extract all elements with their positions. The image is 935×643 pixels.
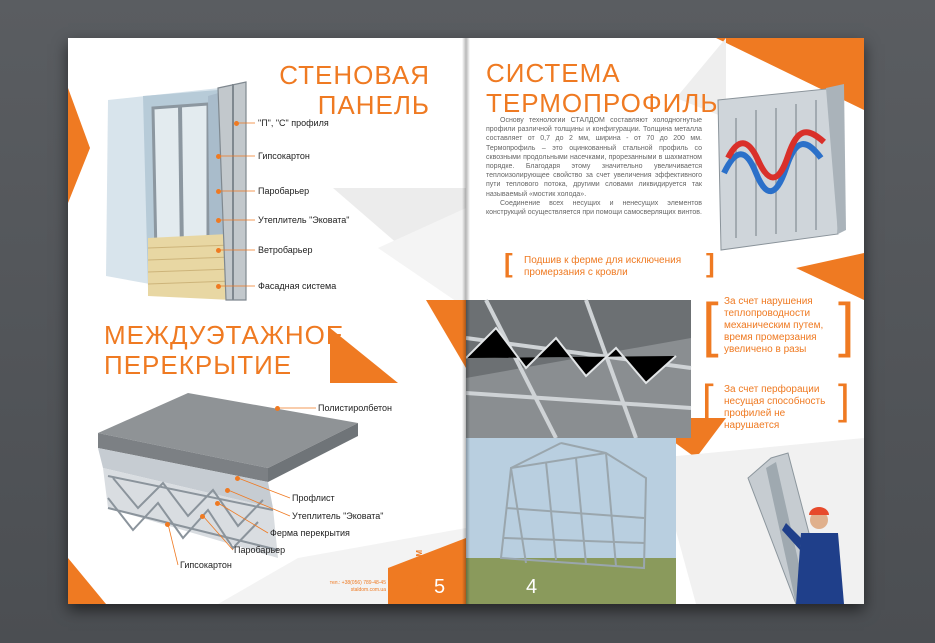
wall-label-facade: Фасадная система bbox=[258, 281, 337, 291]
thermo-profile-illustration bbox=[718, 84, 846, 250]
truss-photo bbox=[466, 300, 691, 438]
bracket-close-icon: ] bbox=[838, 291, 855, 358]
brochure-spread bbox=[68, 38, 864, 604]
contact-phone: тел.: +38(056) 789-48-45 bbox=[329, 580, 386, 586]
left-page bbox=[68, 38, 466, 604]
floor-label-vapor-barrier: Паробарьер bbox=[234, 545, 286, 555]
floor-label-polystyrene-concrete: Полистиролбетон bbox=[318, 403, 393, 413]
bracket-close-icon: ] bbox=[838, 376, 850, 423]
bracket-open-icon: [ bbox=[504, 248, 513, 278]
wall-dot bbox=[216, 218, 221, 223]
decor-triangle-bottom-left bbox=[68, 558, 106, 604]
floor-title: МЕЖДУЭТАЖНОЕ ПЕРЕКРЫТИЕ bbox=[104, 320, 345, 380]
floor-dot bbox=[235, 476, 240, 481]
floor-dot bbox=[275, 406, 280, 411]
house-frame-photo bbox=[466, 438, 676, 604]
wall-dot bbox=[234, 121, 239, 126]
callout-perforation: За счет перфорации несущая способность профилей не нарушается bbox=[724, 384, 826, 431]
floor-dot bbox=[200, 514, 205, 519]
callout-roof: Подшив к ферме для исключения промерзания с кровли bbox=[524, 255, 682, 278]
floor-label-truss: Ферма перекрытия bbox=[270, 528, 350, 538]
decor-triangle-mid bbox=[426, 300, 466, 368]
right-page bbox=[466, 38, 864, 604]
bracket-close-icon: ] bbox=[706, 248, 715, 278]
wall-dot bbox=[216, 248, 221, 253]
floor-label-drywall: Гипсокартон bbox=[180, 560, 232, 570]
spread-fold bbox=[462, 38, 470, 604]
floor-dot bbox=[215, 501, 220, 506]
page-number-left: 5 bbox=[434, 576, 446, 598]
wall-label-insulation: Утеплитель "Эковата" bbox=[258, 215, 350, 225]
page-number-right: 4 bbox=[526, 576, 538, 598]
floor-label-insulation: Утеплитель "Эковата" bbox=[292, 511, 384, 521]
floor-dot bbox=[225, 488, 230, 493]
contact-site: staldom.com.ua bbox=[350, 587, 386, 593]
staldom-logo: СТАЛДОМ bbox=[415, 550, 424, 591]
wall-panel-title: СТЕНОВАЯ ПАНЕЛЬ bbox=[279, 60, 430, 120]
wall-label-wind-barrier: Ветробарьер bbox=[258, 245, 313, 255]
bracket-open-icon: [ bbox=[702, 291, 719, 358]
thermo-paragraph-1: Основу технологии СТАЛДОМ составляют холодногнутые профили различной толщины и конфигурации. Толщина металла составляет от 0,7 до 2 мм, ширина - от 70 до 200 мм. Термопрофиль – это оцинкованный стальной профиль со сквозными продольными насечками, прорезанными в шахматном порядке. Благодаря этому значительно увеличивается теплоизолирующее свойство за счет увеличения эффективного пути теплового потока, другими словами ликвидируется так называемый «мостик холода». bbox=[486, 117, 702, 198]
floor-label-profiled-sheet: Профлист bbox=[292, 493, 335, 503]
wall-label-drywall: Гипсокартон bbox=[258, 151, 310, 161]
thermo-paragraph-2: Соединение всех несущих и ненесущих элементов конструкций осуществляется при помощи самосверлящих винтов. bbox=[486, 199, 702, 217]
decor-triangle-top-left bbox=[68, 88, 90, 203]
wall-dot bbox=[216, 284, 221, 289]
bracket-open-icon: [ bbox=[702, 376, 714, 423]
wall-label-vapor-barrier: Паробарьер bbox=[258, 186, 310, 196]
wall-label-profiles: "П", "С" профиля bbox=[258, 118, 329, 128]
thermo-title: СИСТЕМА ТЕРМОПРОФИЛЬ bbox=[486, 58, 719, 118]
thermo-description bbox=[486, 116, 702, 217]
floor-dot bbox=[165, 522, 170, 527]
wall-dot bbox=[216, 189, 221, 194]
callout-thermal: За счет нарушения теплопроводности механическим путем, время промерзания увеличено в разы bbox=[724, 296, 824, 355]
contact-info bbox=[330, 580, 386, 594]
wall-dot bbox=[216, 154, 221, 159]
